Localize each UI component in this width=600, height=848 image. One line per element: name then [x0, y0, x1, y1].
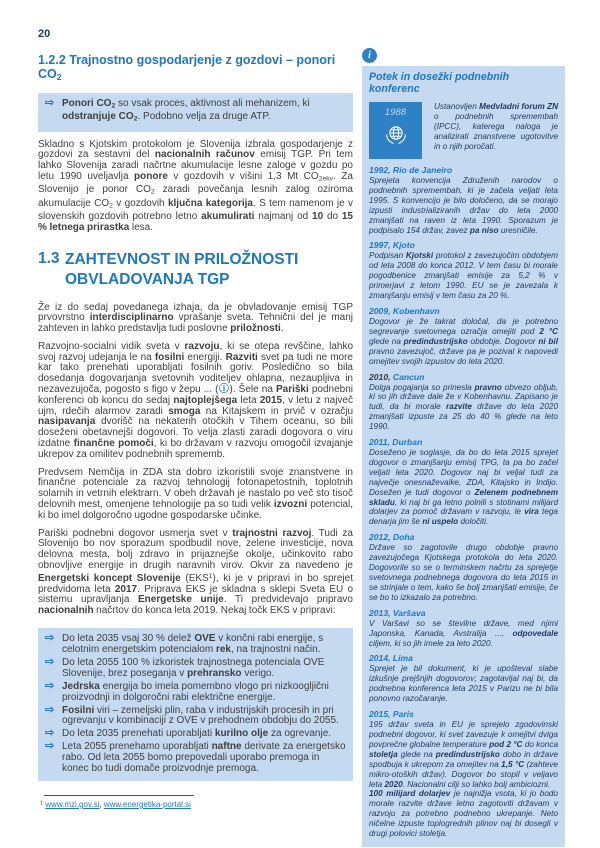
footnote-separator: ,	[99, 799, 104, 809]
entry-body: Doseženo je soglasje, da bo do leta 2015 sprejet dogovor o zmanjšanju emisij TPG, ta pa bo začel veljati leta 2020. Dogovor naj bi veljal tudi za največje onesnaževalke, ZDA, Kitajsko in Indijo. Dosežen je tudi dogovor o Zelenem podnebnem skladu, ki naj bi ga letno polnili s stotinami milijard dolarjev za pomoč državam v razvoju, le vira tega denarja jim še ni uspelo določiti.	[369, 448, 559, 527]
climate-conferences-sidebar	[362, 45, 565, 847]
entry-body: Sprejet je bil dokument, ki je upošteval slabe izkušnje prejšnjih dogovorov; zagotavljal naj bi, da podnebna konferenca leta 2015 v Parizu ne bi bila ponovno razočaranje.	[369, 664, 558, 704]
section-heading-122: 1.2.2 Trajnostno gospodarjenje z gozdovi – ponori $CO_2$	[38, 53, 336, 82]
entry-body: V Varšavi so se številne države, med njimi Japonska, Kanada, Avstralija ..., odpovedale ciljem, ki so jih imele za leto 2020.	[369, 618, 558, 648]
un-year-badge	[369, 102, 422, 159]
timeline-entry	[369, 165, 558, 235]
sidebar-box	[362, 66, 565, 847]
section-number: 1.3	[38, 250, 60, 268]
entry-body: Ustanovljen Medvladni forum ZN o podnebnih spremembah (IPCC), katerega naloga je analizirati znanstvene ugotovitve in o njih poročati.	[434, 102, 558, 151]
timeline-entry	[369, 709, 558, 839]
entry-body: Podpisan Kjotski protokol z zavezujočim obdobjem od leta 2008 do konca 2012. V tem času bi morale pogodbenice zmanjšati emisije za 5,2 % v primerjavi z letom 1990. EU se je zavezala k zmanjšanju emisij v tem času za 20 %.	[369, 251, 558, 301]
footnote-marker: 1	[40, 800, 44, 807]
footnote	[40, 800, 353, 809]
eks-point: Fosilni viri – zemeljski plin, raba v industrijskih procesih in pri ogrevanju v kombinaciji z OVE v prehodnem obdobju do 2055.	[62, 704, 339, 727]
entry-body: 195 držav sveta in EU je sprejelo zgodovinski podnebni dogovor, ki svet zavezuje k omejitvi dviga povprečne globalne temperature pod 2 °C do konca stoletja glede na predindustrijsko dobo in države spodbuja k ukrepom za omejitev na 1,5 °C (zahteve mikro-otoških držav). Dogovor bo stopil v veljavo leta 2020. Nacionalni cilji so lahko bolj ambiciozni. 100 milijard dolarjev je najnižja vsota, ki jo bodo morale razvite države letno zagotoviti državam v razvoju za potrebno podnebno ukrepanje. Neto ničelne izpuste toplogrednih plinov naj bi dosegli v drugi polovici stoletja.	[369, 720, 559, 839]
bullet-arrow-icon: ⇨	[45, 727, 55, 740]
timeline-entry	[369, 653, 558, 704]
eks-point: Do leta 2055 100 % izkoristek trajnostnega potenciala OVE Slovenije, brez poseganja v prehransko verigo.	[62, 656, 325, 679]
entry-heading: 2015, Paris	[369, 709, 414, 720]
main-column	[38, 28, 353, 809]
definition-text: Ponori $CO_2$ so vsak proces, aktivnost ali mehanizem, ki odstranjuje $CO_2$. Podobno velja za druge ATP.	[62, 97, 310, 123]
year-label: 1988	[384, 107, 407, 118]
sidebar-title: Potek in dosežki podnebnih konferenc	[369, 71, 510, 95]
entry-body: Dolga pogajanja so prinesla pravno obvezo obljub, ki so jih države dale že v Kobenhavnu. Zapisano je tudi, da bi morale razvite države do leta 2020 zmanjšati izpuste za 25 do 40 % glede na leto 1990.	[369, 382, 558, 432]
footnote-divider	[44, 795, 194, 796]
timeline-entry	[369, 532, 558, 602]
section-heading-13	[38, 250, 353, 289]
timeline-entry	[369, 437, 558, 527]
timeline-entry	[369, 608, 558, 649]
page-number: 20	[38, 28, 51, 40]
un-globe-icon	[382, 121, 410, 149]
entry-body: Države so zagotovile drugo obdobje pravno zavezujočega Kjotskega protokola do leta 2020. Dogovorile so se o terminskem načrtu za sprejetje svetovnega podnebnega dogovora do leta 2015 in se strinjale o tem, kako še bolj zmanjšati emisije, če se bo to izkazalo za potrebno.	[369, 543, 558, 602]
timeline-entry	[369, 306, 558, 367]
bullet-arrow-icon: ⇨	[45, 679, 55, 692]
definition-box	[38, 93, 353, 132]
paragraph-development: Razvojno-socialni vidik sveta v razvoju, ki se otepa revščine, lahko svoj razvoj udejanja le na fosilni energiji. Razviti svet pa tudi ne more kar tako prenehati uporabljati fosilnih goriv. Posledično so bila dosedanja dogovarjanja svetovnih voditeljev ohlapna, nezaupljiva in nezavezujoča, pogosto s figo v žepu ... (ⓘ). Šele na Pariški podnebni konferenci ob koncu do sedaj najtoplejšega leta 2015, v letu z največ ujm, rdečih alarmov zaradi smoga na Kitajskem in prvič v ozračju nasipavanja dvorišč na nekaterih otočkih v Tihem oceanu, so bili doseženi obetavnejši dogovori. To velja zlasti zaradi dogovora o viru izdatne finančne pomoči, ki bo državam v razvoju omogočil izvajanje ukrepov za omilitev podnebnih sprememb.	[38, 340, 354, 460]
entry-heading: 1997, Kjoto	[369, 240, 415, 251]
entry-heading: 2014, Lima	[369, 653, 413, 664]
entry-heading: 2009, Kobenhavn	[369, 305, 440, 316]
footnote-link-energetika[interactable]: www.energetika-portal.si	[103, 799, 191, 809]
paragraph-kyoto-forests: Skladno s Kjotskim protokolom je Slovenija izbrala gospodarjenje z gozdovi za sestavni del nacionalnih računov emisij TGP. Pri tem lahko Slovenija zaradi načrtne akumulacije lesne zaloge v gozdu po letu 1990 uveljavlja ponore v gozdovih v višini 1,3 Mt $CO_{2ekv}$. Za Slovenijo je ponor $CO_2$ zaradi povečanja lesnih zalog oziroma akumulacije $CO_2$ v gozdovih ključna kategorija. S tem namenom je v slovenskih gozdovih potrebno letno akumulirati najmanj od 10 do 15 % letnega prirastka lesa.	[38, 138, 354, 233]
eks-point: Leta 2055 prenehamo uporabljati naftne derivate za energetsko rabo. Od leta 2055 bomo prepovedali uporabo premoga in konec bo tudi domače proizvodnje premoga.	[62, 741, 346, 775]
bullet-arrow-icon: ⇨	[45, 655, 55, 668]
entry-body: Sprejeta konvencija Združenih narodov o podnebnih spremembah, ki je začela veljati leta 1995. S konvencijo je bilo določeno, da se morajo izpusti industrializiranih držav do leta 2000 zmanjšati na raven iz leta 1990. Sporazum je podpisalo 154 držav, zavez pa niso uresničile.	[369, 176, 558, 235]
bullet-arrow-icon: ⇨	[45, 703, 55, 716]
entry-heading: 2011, Durban	[369, 437, 423, 448]
timeline-entry	[369, 372, 558, 433]
paragraph-interdisciplinary: Že iz do sedaj povedanega izhaja, da je obvladovanje emisij TGP prvovrstno interdisciplinarno vprašanje sveta. Tehnični del je manj zahteven in lahko predstavlja tudi poslovne priložnosti.	[38, 301, 354, 335]
bullet-arrow-icon: ⇨	[45, 632, 55, 645]
entry-heading: 2012, Doha	[369, 532, 415, 543]
timeline-entry-1988	[369, 102, 558, 159]
footnote-link-mzi[interactable]: www.mzi.gov.si	[45, 799, 100, 809]
paragraph-paris-agreement: Pariški podnebni dogovor usmerja svet v trajnostni razvoj. Tudi za Slovenijo bo nov sporazum spodbudil nove, zelene investicije, nova delovna mesta, bolj zdravo in prijaznejše okolje, učinkovito rabo obnovljive energije in drugih naravnih virov. Okvir za navedeno je Energetski koncept Slovenije (EKS$^1$), ki je v pripravi in bo sprejet predvidoma leta 2017. Priprava EKS je skladna s sklepi Sveta EU o sistemu upravljanja Energetske unije. Ti predvidevajo pripravo nacionalnih načrtov do konca leta 2019. Nekaj točk EKS v pripravi:	[38, 527, 354, 617]
timeline-entry	[369, 240, 558, 301]
paragraph-germany-usa: Predvsem Nemčija in ZDA sta dobro izkoristili svoje znanstvene in finančne potenciale za razvoj tehnologij fotonapetostnih, toplotnih solarnih in vetrnih elektrarn. V obeh državah je nastalo po več sto tisoč delovnih mest, omenjene tehnologije pa so tudi velik izvozni potencial, ki bo imel dolgoročno ugodne gospodarske učinke.	[38, 466, 353, 521]
eks-points-box	[38, 628, 353, 781]
section-title: ZAHTEVNOST IN PRILOŽNOSTI OBVLADOVANJA TGP	[65, 251, 299, 288]
eks-point: Do leta 2035 prenehati uporabljati kurilno olje za ogrevanje.	[62, 728, 332, 740]
entry-body: Dogovor je že takrat določal, da je potrebno segrevanje svetovnega ozračja omejiti pod 2 °C glede na predindustrijsko obdobje. Dogovor ni bil pravno zavezujoč, države pa je pozival k napovedi omejitev svojih izpustov do leta 2020.	[369, 316, 558, 366]
eks-point: Jedrska energija bo imela pomembno vlogo pri nizkoogljični proizvodnji in dolgoročni rabi električne energije.	[62, 680, 329, 703]
entry-heading: 2010, Cancun	[369, 371, 425, 382]
bullet-arrow-icon: ⇨	[45, 740, 55, 753]
info-icon: i	[362, 48, 377, 63]
eks-point: Do leta 2035 vsaj 30 % delež OVE v končni rabi energije, s celotnim energetskim potencialom rek, na trajnostni način.	[62, 633, 324, 655]
entry-heading: 2013, Varšava	[369, 607, 426, 618]
bullet-arrow-icon: ⇨	[45, 96, 55, 109]
entry-heading: 1992, Rio de Janeiro	[369, 165, 453, 175]
